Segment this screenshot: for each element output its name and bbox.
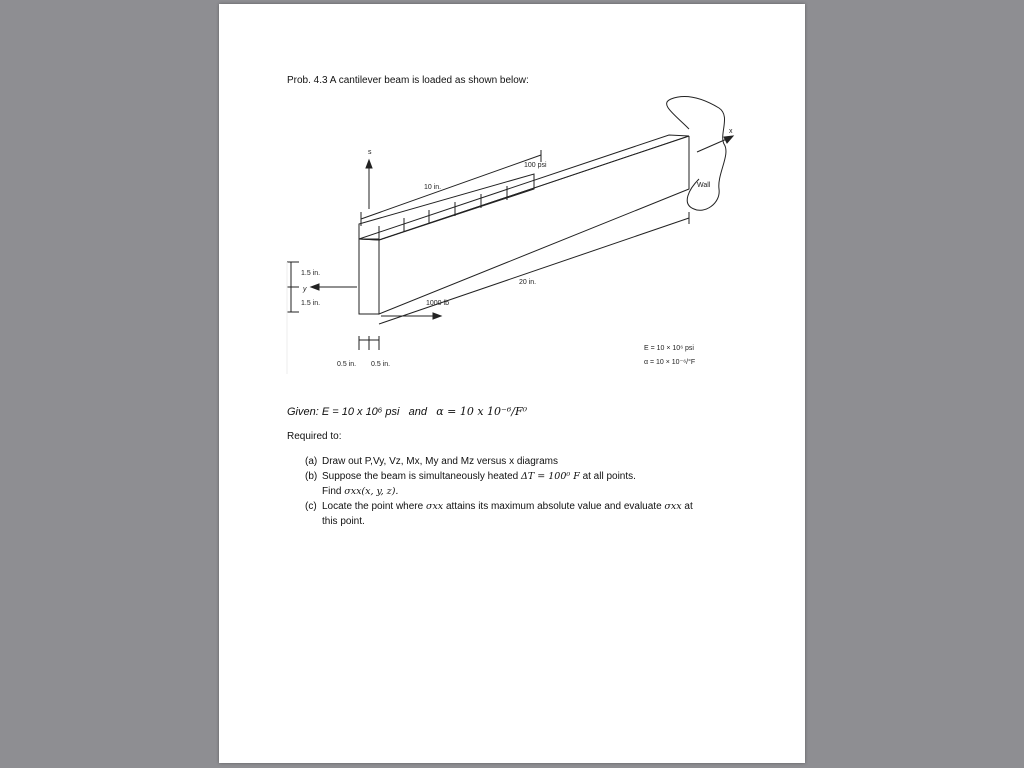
requirement-b-find-math: σxx(x, y, z). (344, 486, 399, 497)
given-alpha: α = 10 x 10⁻⁶/F⁰ (436, 405, 527, 418)
requirement-c-label: (c) (305, 501, 317, 512)
label-20in: 20 in. (519, 279, 537, 286)
label-width-right: 0.5 in. (371, 361, 391, 368)
label-y: y (303, 286, 307, 293)
problem-title: Prob. 4.3 A cantilever beam is loaded as shown below: (287, 75, 529, 86)
label-height-top: 1.5 in. (301, 270, 321, 277)
document-page (219, 4, 805, 763)
requirement-b-text-end: at all points. (582, 471, 636, 482)
requirement-b-text: Suppose the beam is simultaneously heated (322, 471, 519, 482)
dim-20in-line (379, 218, 689, 324)
requirement-c-text-4: this point. (322, 516, 365, 527)
label-100psi: 100 psi (524, 162, 547, 169)
label-wall: Wall (697, 182, 711, 189)
requirement-c-text-2: attains its maximum absolute value and evaluate (445, 501, 662, 512)
beam-top-face (359, 135, 689, 240)
given-and: and (408, 406, 428, 418)
requirement-c-math-1: σxx (425, 501, 444, 512)
given-text: Given: E = 10 x 10⁶ psi (287, 406, 400, 418)
label-s: s (368, 149, 372, 156)
label-1000lb: 1000 lb (426, 300, 449, 307)
requirement-c-math-2: σxx (664, 501, 682, 512)
label-10in: 10 in. (424, 184, 442, 191)
requirement-a-label: (a) (305, 456, 318, 467)
requirement-c-text-3: at (684, 501, 693, 512)
required-heading: Required to: (287, 431, 342, 442)
label-expansion: α = 10 × 10⁻⁶/°F (644, 359, 696, 366)
wall-outline (667, 97, 726, 211)
label-x: x (729, 128, 733, 135)
given-line (287, 405, 527, 418)
requirement-b-math: ΔT = 100⁰ F (521, 471, 580, 482)
beam-figure (219, 4, 805, 404)
requirement-b-find-label: Find (322, 486, 342, 497)
label-modulus: E = 10 × 10⁶ psi (644, 345, 694, 352)
beam-end-face (359, 239, 379, 314)
label-height-bottom: 1.5 in. (301, 300, 321, 307)
requirement-a-text: Draw out P,Vy, Vz, Mx, My and Mz versus x diagrams (322, 456, 558, 467)
label-width-left: 0.5 in. (337, 361, 357, 368)
requirement-c-text-1: Locate the point where (322, 501, 424, 512)
requirement-b-label: (b) (305, 471, 318, 482)
